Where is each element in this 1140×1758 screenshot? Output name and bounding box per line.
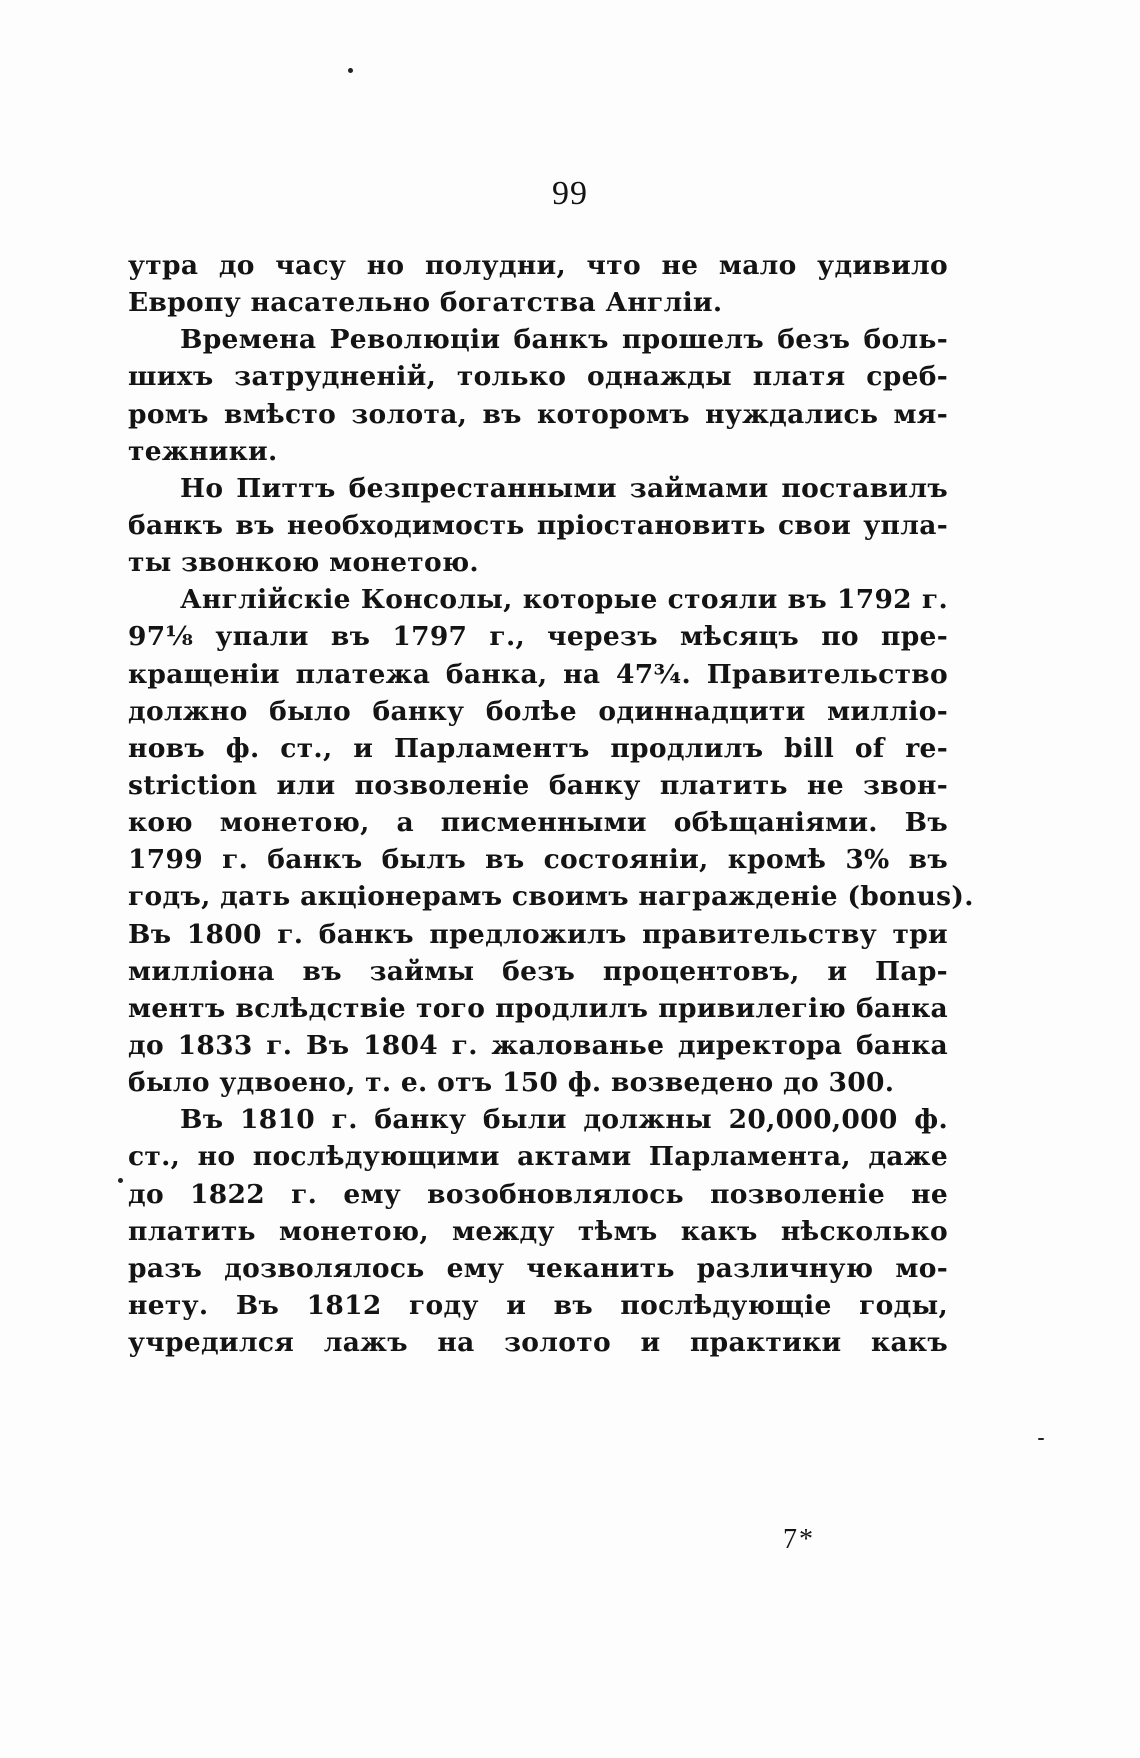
text-line: Въ 1800 г. банкъ предложилъ правительству три [128,918,948,950]
text-line: ты звонкою монетою. [128,547,479,579]
text-line: ментъ вслѣдствіе того продлилъ привилегію банка [128,992,948,1024]
text-line: ромъ вмѣсто золота, въ которомъ нуждались мя- [128,398,948,430]
page-number: 99 [552,175,588,212]
text-line: Въ 1810 г. банку были должны 20,000,000 ф. [180,1104,948,1136]
text-line: милліона въ займы безъ процентовъ, и Пар- [128,955,948,987]
text-line: утра до часу но полудни, что не мало удивило [128,250,948,281]
text-line: до 1822 г. ему возобновлялось позволеніе не [128,1178,948,1210]
text-line: разъ дозволялось ему чеканить различную мо- [128,1252,948,1284]
text-line: платить монетою, между тѣмъ какъ нѣсколько [128,1215,948,1247]
ink-speck [1038,1438,1044,1440]
text-line: учредился лажъ на золото и практики какъ [128,1327,948,1359]
text-line: должно было банку болѣе одиннадцити милліо- [128,695,948,727]
text-line: кращеніи платежа банка, на 47¾. Правительство [128,658,948,690]
signature-mark: 7* [783,1524,815,1555]
text-line: кою монетою, а писменными обѣщаніями. Въ [128,807,948,839]
ink-speck [348,68,353,73]
text-line: Но Питтъ безпрестанными займами поставилъ [180,472,948,504]
text-line: тежники. [128,435,278,467]
text-line: нету. Въ 1812 году и въ послѣдующіе годы, [128,1289,948,1321]
text-line: годъ, дать акціонерамъ своимъ награжденіе (bonus). [128,881,974,913]
text-line: 1799 г. банкъ былъ въ состояніи, кромѣ 3% въ [128,844,948,876]
text-line: 97⅛ упали въ 1797 г., черезъ мѣсяцъ по пре- [128,621,948,653]
text-line: до 1833 г. Въ 1804 г. жалованье директора банка [128,1029,948,1061]
text-line: банкъ въ необходимость пріостановить свои упла- [128,509,948,541]
text-line: Англійскіе Консолы, которые стояли въ 1792 г. [180,584,948,616]
text-line: новъ ф. ст., и Парламентъ продлилъ bill of re- [128,732,948,764]
text-line: striction или позволеніе банку платить не звон- [128,769,948,801]
ink-speck [118,1178,123,1183]
text-line: было удвоено, т. е. отъ 150 ф. возведено до 300. [128,1067,895,1099]
body-text [128,247,974,1361]
text-line: Европу насательно богатства Англіи. [128,287,723,319]
text-line: ст., но послѣдующими актами Парламента, даже [128,1141,948,1173]
text-line: Времена Революціи банкъ прошелъ безъ боль- [180,324,948,356]
text-line: шихъ затрудненій, только однажды платя среб- [128,361,948,393]
